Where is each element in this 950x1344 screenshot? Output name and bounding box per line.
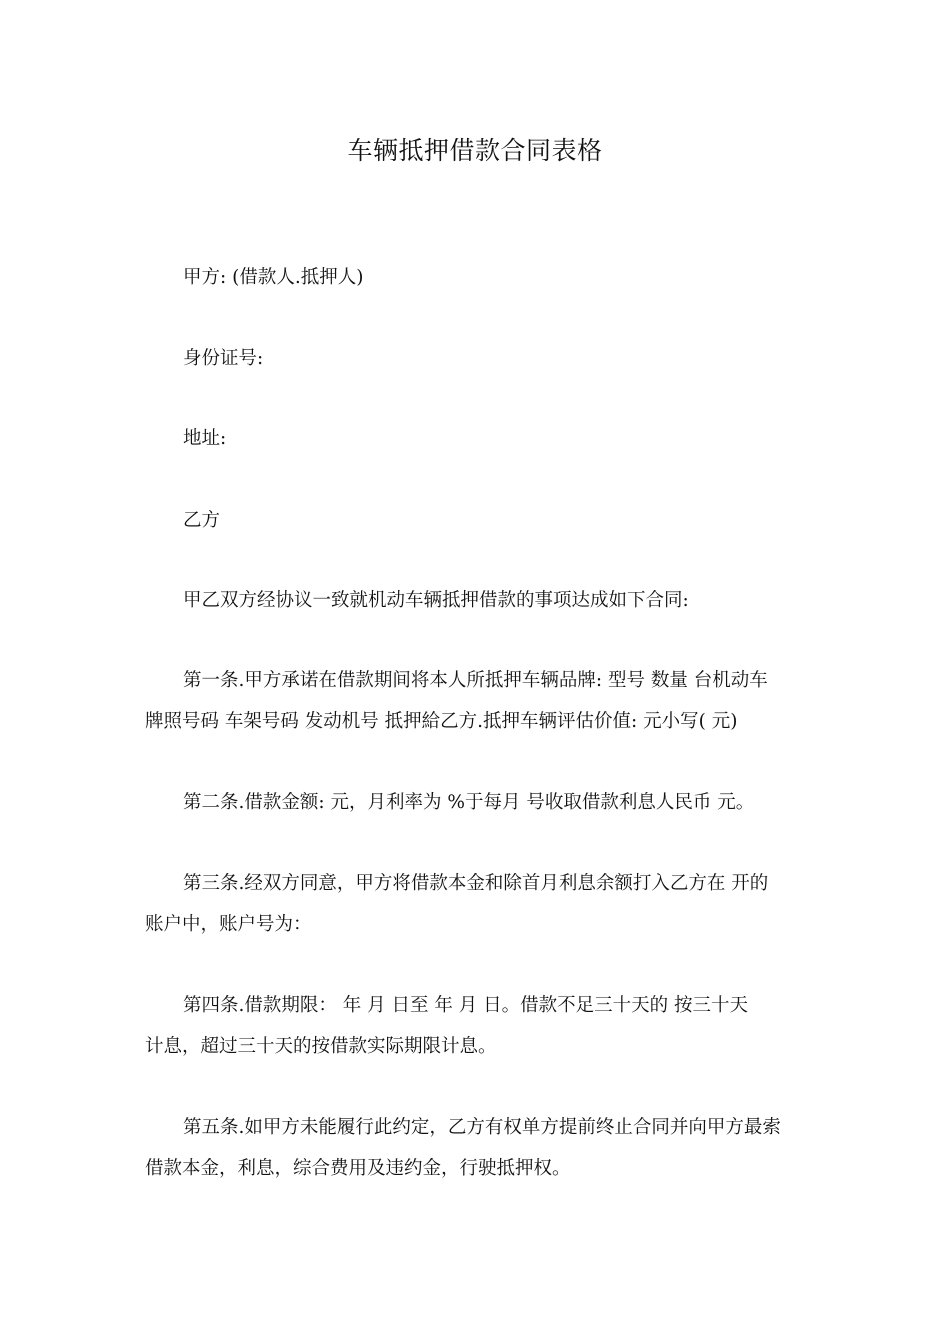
party-b-line: 乙方 bbox=[183, 510, 221, 531]
article-1-line-1: 第一条.甲方承诺在借款期间将本人所抵押车辆品牌: 型号 数量 台机动车 bbox=[183, 670, 768, 691]
article-4-line-1: 第四条.借款期限： 年 月 日至 年 月 日。借款不足三十天的 按三十天 bbox=[183, 995, 749, 1016]
article-3-line-2: 账户中，账户号为： bbox=[145, 914, 312, 935]
article-5-line-2: 借款本金，利息，综合费用及违约金，行驶抵押权。 bbox=[145, 1158, 571, 1179]
article-2-line-1: 第二条.借款金额: 元，月利率为 %于每月 号收取借款利息人民币 元。 bbox=[183, 792, 755, 813]
document-title: 车辆抵押借款合同表格 bbox=[347, 136, 603, 165]
id-number-line: 身份证号: bbox=[183, 348, 264, 369]
article-3-line-1: 第三条.经双方同意，甲方将借款本金和除首月利息余额打入乙方在 开的 bbox=[183, 873, 769, 894]
article-1-line-2: 牌照号码 车架号码 发动机号 抵押給乙方.抵押车辆评估价值: 元小写( 元) bbox=[145, 711, 738, 732]
address-line: 地址: bbox=[183, 428, 227, 449]
preamble-line: 甲乙双方经协议一致就机动车辆抵押借款的事项达成如下合同: bbox=[183, 590, 689, 611]
party-a-line: 甲方: (借款人.抵押人) bbox=[183, 267, 364, 288]
article-4-line-2: 计息，超过三十天的按借款实际期限计息。 bbox=[145, 1036, 497, 1057]
article-5-line-1: 第五条.如甲方未能履行此约定，乙方有权单方提前终止合同并向甲方最索 bbox=[183, 1117, 781, 1138]
